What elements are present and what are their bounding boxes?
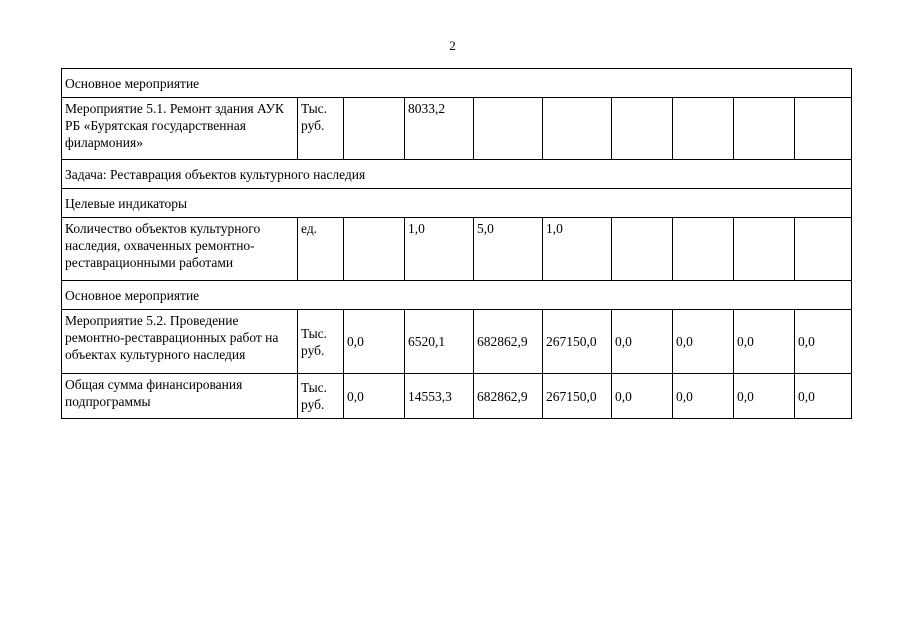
value-cell: [673, 98, 734, 160]
value-cell: [612, 98, 673, 160]
table-row-event-5-2: [62, 310, 852, 374]
value-cell: 682862,9: [474, 310, 543, 374]
page-number: 2: [449, 38, 456, 53]
value-cell: 0,0: [795, 374, 852, 419]
value-cell: 0,0: [673, 374, 734, 419]
table-row-total: [62, 374, 852, 419]
value-cell: [795, 218, 852, 281]
value-cell: [344, 98, 405, 160]
value-cell: 0,0: [612, 310, 673, 374]
row-unit: ед.: [298, 218, 344, 281]
row-unit: Тыс. руб.: [298, 374, 344, 419]
value-cell: [612, 218, 673, 281]
row-unit: Тыс. руб.: [298, 310, 344, 374]
table-row-indicator-objects: [62, 218, 852, 281]
value-cell: 1,0: [543, 218, 612, 281]
section-row-main-event-1: [62, 69, 852, 98]
value-cell: [344, 218, 405, 281]
value-cell: 1,0: [405, 218, 474, 281]
value-cell: 0,0: [795, 310, 852, 374]
row-name: Мероприятие 5.1. Ремонт здания АУК РБ «Бурятская государственная филармония»: [62, 98, 298, 160]
value-cell: [734, 218, 795, 281]
value-cell: [734, 98, 795, 160]
value-cell: 682862,9: [474, 374, 543, 419]
value-cell: 14553,3: [405, 374, 474, 419]
value-cell: [543, 98, 612, 160]
value-cell: 6520,1: [405, 310, 474, 374]
targets-label: Целевые индикаторы: [62, 189, 852, 218]
row-unit: Тыс. руб.: [298, 98, 344, 160]
value-cell: 0,0: [344, 374, 405, 419]
value-cell: [673, 218, 734, 281]
row-name: Мероприятие 5.2. Проведение ремонтно-реставрационных работ на объектах культурного наследия: [62, 310, 298, 374]
value-cell: 267150,0: [543, 310, 612, 374]
task-row: [62, 160, 852, 189]
row-name: Общая сумма финансирования подпрограммы: [62, 374, 298, 419]
section-row-main-event-2: [62, 281, 852, 310]
value-cell: [474, 98, 543, 160]
value-cell: 0,0: [734, 374, 795, 419]
section-label: Основное мероприятие: [62, 69, 852, 98]
section-label: Основное мероприятие: [62, 281, 852, 310]
value-cell: 0,0: [673, 310, 734, 374]
value-cell: 0,0: [734, 310, 795, 374]
value-cell: 0,0: [612, 374, 673, 419]
row-name: Количество объектов культурного наследия, охваченных ремонтно-реставрационными работами: [62, 218, 298, 281]
value-cell: 8033,2: [405, 98, 474, 160]
value-cell: 5,0: [474, 218, 543, 281]
value-cell: 267150,0: [543, 374, 612, 419]
table-row-event-5-1: [62, 98, 852, 160]
targets-row: [62, 189, 852, 218]
subprogram-financing-table: [61, 68, 852, 419]
value-cell: 0,0: [344, 310, 405, 374]
task-label: Задача: Реставрация объектов культурного наследия: [62, 160, 852, 189]
value-cell: [795, 98, 852, 160]
